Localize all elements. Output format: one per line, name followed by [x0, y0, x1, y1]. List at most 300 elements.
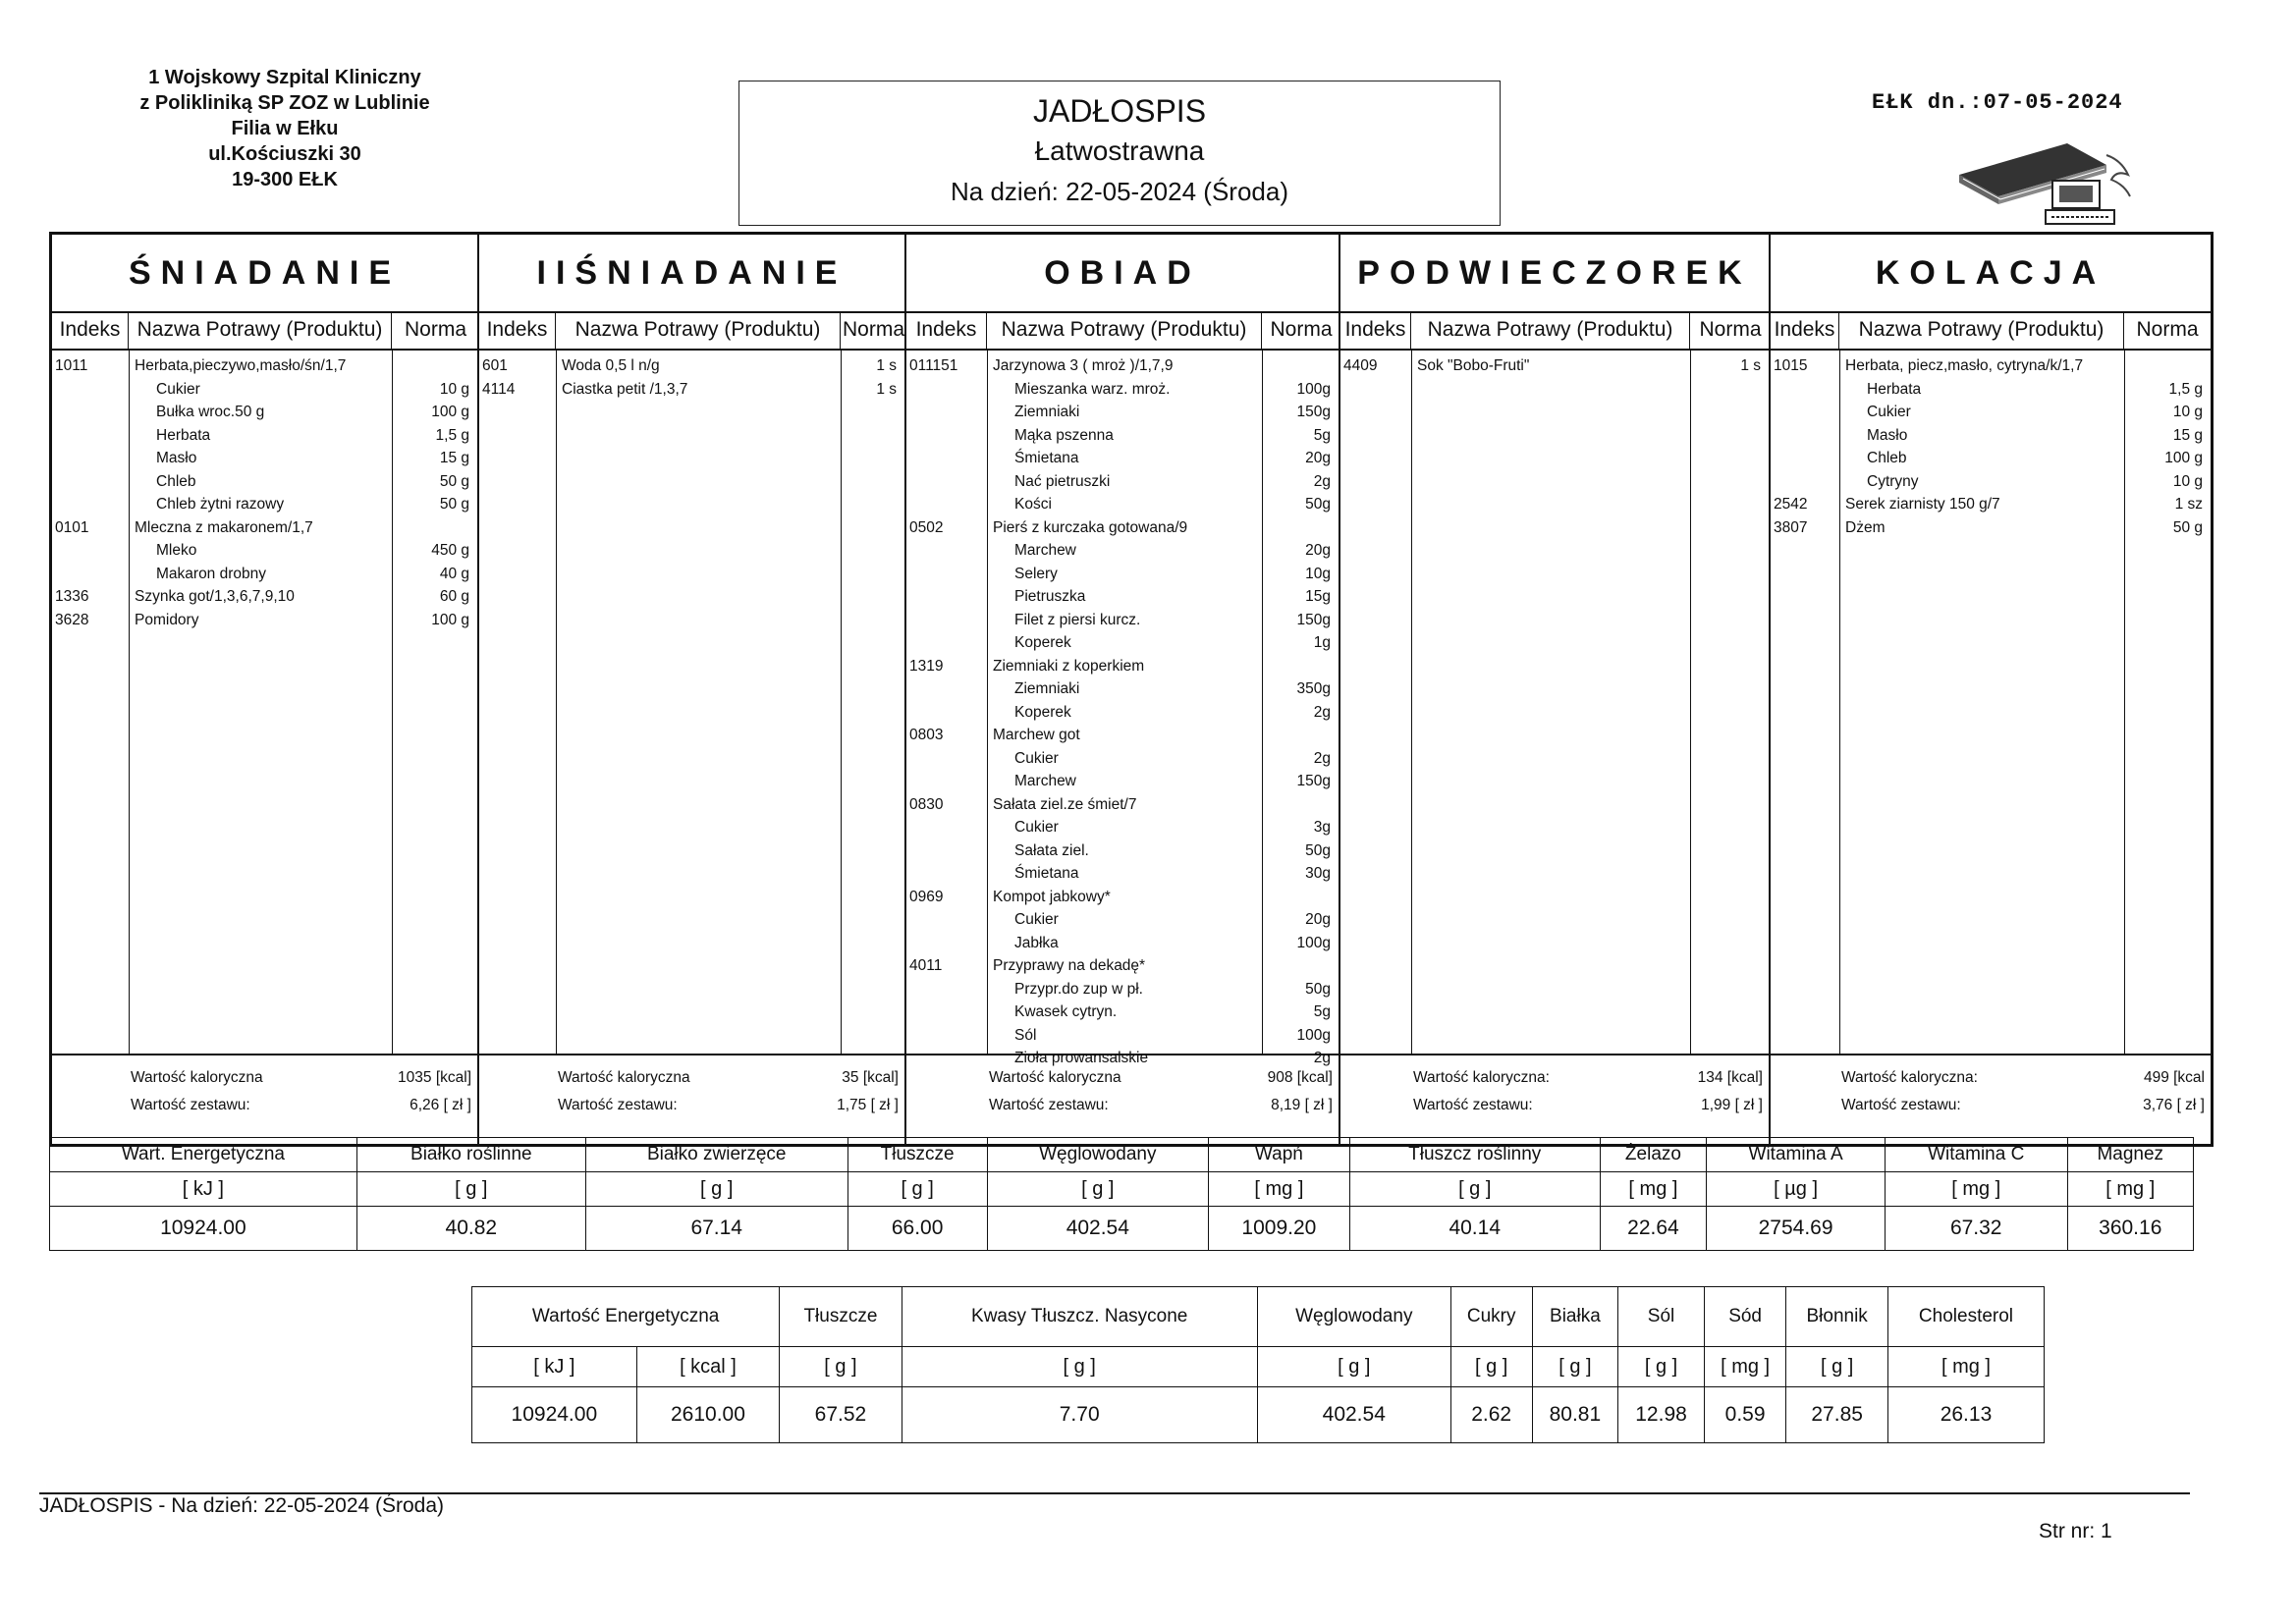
menu-row	[1771, 354, 2211, 377]
menu-row	[1771, 493, 2211, 515]
norm-quantity: 20g	[1305, 911, 1331, 928]
dish-name: Mleczna z makaronem/1,7	[135, 518, 313, 536]
column-divider	[1690, 349, 1691, 1055]
ingredient-name: Cukier	[1014, 749, 1059, 767]
menu-row	[906, 470, 1339, 493]
product-index: 1336	[55, 588, 89, 605]
calorie-label: Wartość kaloryczna	[131, 1069, 263, 1086]
menu-row	[906, 1024, 1339, 1047]
calorie-label: Wartość kaloryczna	[558, 1069, 690, 1086]
nutrient-name: Cukry	[1450, 1287, 1532, 1347]
product-index: 0502	[909, 518, 944, 536]
menu-row	[906, 677, 1339, 700]
product-index: 4114	[482, 380, 516, 398]
ingredient-name: Ziemniaki	[1014, 680, 1080, 697]
menu-row	[1771, 401, 2211, 423]
norm-quantity: 40 g	[439, 565, 469, 582]
norm-quantity: 5g	[1313, 1003, 1331, 1020]
menu-row	[906, 816, 1339, 839]
norm-quantity: 50 g	[439, 472, 469, 490]
norm-quantity: 2g	[1313, 472, 1331, 490]
nutrient-value: 1009.20	[1208, 1207, 1349, 1251]
column-header-row	[1340, 311, 1769, 351]
nutrient-name: Witamina C	[1885, 1138, 2067, 1172]
ingredient-name: Cukier	[1014, 819, 1059, 836]
ingredient-name: Marchew	[1014, 773, 1076, 789]
ingredient-name: Herbata	[1867, 380, 1922, 398]
meal-column	[479, 235, 906, 1144]
menu-row	[906, 354, 1339, 377]
norm-quantity: 50 g	[439, 496, 469, 513]
meal-summary	[479, 1054, 904, 1144]
ingredient-name: Masło	[156, 450, 197, 466]
calorie-value: 499 [kcal	[2143, 1069, 2205, 1086]
column-header-row	[1771, 311, 2211, 351]
menu-row	[906, 563, 1339, 585]
norm-quantity: 20g	[1305, 542, 1331, 559]
norm-quantity: 100 g	[431, 404, 469, 420]
product-index: 011151	[909, 357, 958, 374]
meal-column	[906, 235, 1340, 1144]
nutrition-unit-row	[50, 1172, 2194, 1207]
menu-row	[906, 770, 1339, 792]
nutrient-name: Białko zwierzęce	[585, 1138, 847, 1172]
norm-quantity: 5g	[1313, 426, 1331, 444]
ingredient-name: Nać pietruszki	[1014, 472, 1111, 490]
issue-date: EŁK dn.:07-05-2024	[1872, 90, 2123, 115]
norm-quantity: 50g	[1305, 841, 1331, 859]
hospital-postcode: 19-300 EŁK	[232, 169, 338, 190]
menu-row	[906, 886, 1339, 908]
product-index: 0803	[909, 727, 944, 743]
dish-name: Sałata ziel.ze śmiet/7	[993, 795, 1137, 813]
ingredient-name: Chleb żytni razowy	[156, 496, 285, 513]
nutrient-unit: [ g ]	[847, 1172, 987, 1207]
menu-row	[1340, 354, 1769, 377]
menu-row	[906, 655, 1339, 677]
nutrition-label-unit-row	[472, 1347, 2045, 1387]
dish-name: Pomidory	[135, 611, 199, 628]
nutrient-unit: [ µg ]	[1707, 1172, 1886, 1207]
norm-quantity: 100g	[1296, 934, 1331, 951]
menu-row	[906, 378, 1339, 401]
ingredient-name: Chleb	[156, 472, 196, 490]
cost-value: 1,99 [ zł ]	[1701, 1097, 1763, 1113]
nutrient-value: 66.00	[847, 1207, 987, 1251]
nutrition-label-table	[471, 1286, 2045, 1443]
meal-title: IIŚNIADANIE	[479, 235, 904, 313]
product-index: 0969	[909, 888, 944, 905]
nutrient-name: Witamina A	[1707, 1138, 1886, 1172]
menu-row	[906, 539, 1339, 562]
norm-quantity: 30g	[1305, 865, 1331, 882]
menu-row	[52, 401, 477, 423]
nutrient-name: Sód	[1704, 1287, 1785, 1347]
nutrient-value: 10924.00	[50, 1207, 357, 1251]
meal-summary	[906, 1054, 1339, 1144]
cost-label: Wartość zestawu:	[1413, 1097, 1533, 1113]
product-index: 4409	[1343, 357, 1378, 374]
product-index: 2542	[1774, 496, 1808, 513]
ingredient-name: Cytryny	[1867, 472, 1919, 490]
norm-header: Norma	[2136, 318, 2199, 341]
nutrient-name: Magnez	[2067, 1138, 2193, 1172]
ingredient-name: Chleb	[1867, 450, 1907, 466]
menu-row	[906, 701, 1339, 724]
norm-quantity: 1 s	[876, 380, 897, 398]
calorie-value: 35 [kcal]	[842, 1069, 899, 1086]
menu-row	[906, 747, 1339, 770]
nutrient-name: Wapń	[1208, 1138, 1349, 1172]
menu-row	[906, 932, 1339, 954]
meal-title: KOLACJA	[1771, 235, 2211, 313]
dish-name: Herbata,pieczywo,masło/śn/1,7	[135, 357, 347, 374]
product-index: 3807	[1774, 518, 1808, 536]
hospital-branch: Filia w Ełku	[231, 118, 339, 139]
nutrient-unit: [ mg ]	[1208, 1172, 1349, 1207]
nutrient-unit: [ kJ ]	[472, 1347, 637, 1387]
norm-quantity: 10 g	[439, 380, 469, 398]
cost-value: 8,19 [ zł ]	[1271, 1097, 1333, 1113]
nutrient-name: Tłuszcze	[780, 1287, 902, 1347]
menu-row	[906, 493, 1339, 515]
norm-quantity: 100 g	[431, 611, 469, 628]
menu-row	[1771, 378, 2211, 401]
nutrient-unit: [ g ]	[987, 1172, 1208, 1207]
cost-label: Wartość zestawu:	[131, 1097, 250, 1113]
norm-quantity: 1 sz	[2174, 496, 2203, 513]
name-header: Nazwa Potrawy (Produktu)	[129, 311, 392, 349]
norm-header: Norma	[404, 318, 466, 341]
menu-row	[906, 609, 1339, 631]
column-header-row	[906, 311, 1339, 351]
norm-quantity: 1,5 g	[2168, 380, 2203, 398]
meal-summary	[1340, 1054, 1769, 1144]
calorie-label: Wartość kaloryczna:	[1841, 1069, 1978, 1086]
norm-quantity: 100g	[1296, 1026, 1331, 1044]
dish-name: Pierś z kurczaka gotowana/9	[993, 518, 1188, 536]
menu-row	[906, 724, 1339, 746]
product-index: 4011	[909, 957, 943, 974]
nutrient-value: 10924.00	[472, 1387, 637, 1443]
meal-title: PODWIECZOREK	[1340, 235, 1769, 313]
calorie-value: 908 [kcal]	[1267, 1069, 1333, 1086]
calorie-value: 134 [kcal]	[1697, 1069, 1763, 1086]
nutrient-unit: [ mg ]	[1885, 1172, 2067, 1207]
nutrient-unit: [ mg ]	[1600, 1172, 1707, 1207]
nutrient-unit: [ g ]	[1257, 1347, 1450, 1387]
norm-quantity: 50 g	[2172, 518, 2203, 536]
ingredient-name: Selery	[1014, 565, 1058, 582]
norm-quantity: 60 g	[439, 588, 469, 605]
ingredient-name: Sól	[1014, 1026, 1037, 1044]
norm-quantity: 150g	[1296, 773, 1331, 789]
norm-quantity: 1 s	[876, 357, 897, 374]
nutrient-value: 27.85	[1786, 1387, 1888, 1443]
nutrition-header-row	[50, 1138, 2194, 1172]
norm-quantity: 10g	[1305, 565, 1331, 582]
menu-row	[906, 1001, 1339, 1023]
nutrient-unit: [ g ]	[780, 1347, 902, 1387]
norm-quantity: 15 g	[2172, 426, 2203, 444]
ingredient-name: Herbata	[156, 426, 211, 444]
norm-quantity: 2g	[1313, 703, 1331, 721]
norm-quantity: 2g	[1313, 1050, 1331, 1066]
menu-row	[906, 401, 1339, 423]
nutrient-value: 40.14	[1349, 1207, 1600, 1251]
menu-row	[52, 354, 477, 377]
menu-title-box	[738, 81, 1501, 226]
nutrient-value: 67.52	[780, 1387, 902, 1443]
menu-row	[52, 516, 477, 539]
menu-row	[906, 862, 1339, 885]
ingredient-name: Cukier	[1867, 404, 1911, 420]
menu-row	[906, 585, 1339, 608]
nutrient-unit: [ kcal ]	[636, 1347, 780, 1387]
menu-row	[906, 839, 1339, 862]
meal-summary	[52, 1054, 477, 1144]
nutrient-unit: [ g ]	[1450, 1347, 1532, 1387]
norm-header: Norma	[1699, 318, 1762, 341]
norm-quantity: 1 s	[1740, 357, 1761, 374]
column-divider	[841, 349, 842, 1055]
nutrient-name: Kwasy Tłuszcz. Nasycone	[902, 1287, 1257, 1347]
menu-row	[1771, 470, 2211, 493]
nutrient-unit: [ g ]	[1618, 1347, 1705, 1387]
nutrient-value: 402.54	[1257, 1387, 1450, 1443]
product-index: 3628	[55, 611, 89, 628]
product-index: 1319	[909, 657, 944, 675]
menu-row	[906, 793, 1339, 816]
dish-name: Ziemniaki z koperkiem	[993, 657, 1145, 675]
ingredient-name: Koperek	[1014, 634, 1071, 651]
menu-row	[906, 908, 1339, 931]
nutrient-value: 360.16	[2067, 1207, 2193, 1251]
dish-name: Serek ziarnisty 150 g/7	[1845, 496, 2000, 513]
meal-column	[1771, 235, 2211, 1144]
menu-date: Na dzień: 22-05-2024 (Środa)	[951, 177, 1288, 206]
nutrient-name: Błonnik	[1786, 1287, 1888, 1347]
norm-quantity: 15g	[1305, 588, 1331, 605]
nutrient-value: 26.13	[1887, 1387, 2044, 1443]
index-header: Indeks	[1771, 311, 1839, 349]
ingredient-name: Mąka pszenna	[1014, 426, 1114, 444]
meal-title: OBIAD	[906, 235, 1339, 313]
norm-quantity: 150g	[1296, 611, 1331, 628]
ingredient-name: Mleko	[156, 542, 197, 559]
norm-quantity: 3g	[1313, 819, 1331, 836]
nutrient-unit: [ g ]	[902, 1347, 1257, 1387]
ingredient-name: Masło	[1867, 426, 1908, 444]
norm-quantity: 1g	[1313, 634, 1331, 651]
norm-header: Norma	[1270, 318, 1333, 341]
menu-row	[1771, 447, 2211, 469]
norm-quantity: 10 g	[2172, 404, 2203, 420]
product-index: 601	[482, 357, 508, 374]
nutrient-unit: [ kJ ]	[50, 1172, 357, 1207]
nutrient-unit: [ g ]	[1786, 1347, 1888, 1387]
nutrient-unit: [ mg ]	[1887, 1347, 2044, 1387]
hospital-name-line1: 1 Wojskowy Szpital Kliniczny	[148, 67, 421, 88]
nutrient-unit: [ mg ]	[2067, 1172, 2193, 1207]
norm-quantity: 10 g	[2172, 472, 2203, 490]
nutrient-value: 2754.69	[1707, 1207, 1886, 1251]
ingredient-name: Kwasek cytryn.	[1014, 1003, 1118, 1020]
dish-name: Herbata, piecz,masło, cytryna/k/1,7	[1845, 357, 2084, 374]
nutrient-value: 0.59	[1704, 1387, 1785, 1443]
norm-quantity: 100 g	[2164, 450, 2203, 466]
ingredient-name: Kości	[1014, 496, 1052, 513]
norm-quantity: 100g	[1296, 380, 1331, 398]
calorie-value: 1035 [kcal]	[398, 1069, 471, 1086]
ingredient-name: Cukier	[156, 380, 200, 398]
norm-quantity: 1,5 g	[435, 426, 469, 444]
nutrient-name: Białko roślinne	[356, 1138, 585, 1172]
nutrient-name: Wart. Energetyczna	[50, 1138, 357, 1172]
footer-label: JADŁOSPIS - Na dzień: 22-05-2024 (Środa)	[39, 1494, 445, 1517]
menu-row	[52, 378, 477, 401]
menu-row	[906, 954, 1339, 977]
dish-name: Sok "Bobo-Fruti"	[1417, 357, 1530, 374]
menu-row	[1771, 424, 2211, 447]
nutrient-name: Węglowodany	[1257, 1287, 1450, 1347]
ingredient-name: Mieszanka warz. mroż.	[1014, 380, 1171, 398]
nutrient-value: 40.82	[356, 1207, 585, 1251]
calorie-label: Wartość kaloryczna	[989, 1069, 1121, 1086]
product-index: 0101	[55, 518, 89, 536]
ingredient-name: Marchew	[1014, 542, 1076, 559]
dish-name: Dżem	[1845, 518, 1886, 536]
menu-row	[52, 585, 477, 608]
index-header: Indeks	[52, 311, 129, 349]
energy-header: Wartość Energetyczna	[472, 1287, 780, 1347]
menu-row	[52, 539, 477, 562]
menu-row	[906, 631, 1339, 654]
dish-name: Ciastka petit /1,3,7	[562, 380, 688, 398]
nutrient-value: 22.64	[1600, 1207, 1707, 1251]
menu-row	[52, 493, 477, 515]
norm-quantity: 50g	[1305, 496, 1331, 513]
ingredient-name: Sałata ziel.	[1014, 841, 1089, 859]
cost-value: 3,76 [ zł ]	[2143, 1097, 2205, 1113]
nutrition-label-value-row	[472, 1387, 2045, 1443]
nutrient-name: Żelazo	[1600, 1138, 1707, 1172]
menu-row	[1771, 516, 2211, 539]
norm-quantity: 450 g	[431, 542, 469, 559]
menu-row	[52, 563, 477, 585]
nutrient-unit: [ mg ]	[1704, 1347, 1785, 1387]
menu-row	[52, 424, 477, 447]
ingredient-name: Makaron drobny	[156, 565, 267, 582]
meal-column	[52, 235, 479, 1144]
dish-name: Kompot jabkowy*	[993, 888, 1111, 905]
norm-quantity: 20g	[1305, 450, 1331, 466]
dish-name: Szynka got/1,3,6,7,9,10	[135, 588, 295, 605]
ingredient-name: Przypr.do zup w pł.	[1014, 980, 1143, 998]
calorie-label: Wartość kaloryczna:	[1413, 1069, 1550, 1086]
nutrient-name: Cholesterol	[1887, 1287, 2044, 1347]
dish-name: Woda 0,5 l n/g	[562, 357, 660, 374]
name-header: Nazwa Potrawy (Produktu)	[987, 311, 1262, 349]
ingredient-name: Śmietana	[1014, 450, 1079, 466]
menu-table	[49, 232, 2214, 1147]
cost-label: Wartość zestawu:	[989, 1097, 1109, 1113]
dish-name: Jarzynowa 3 ( mroż )/1,7,9	[993, 357, 1174, 374]
nutrient-value: 402.54	[987, 1207, 1208, 1251]
nutrient-unit: [ g ]	[356, 1172, 585, 1207]
norm-quantity: 350g	[1296, 680, 1331, 697]
hospital-name-line2: z Polikliniką SP ZOZ w Lublinie	[139, 92, 430, 114]
nutrient-unit: [ g ]	[1349, 1172, 1600, 1207]
menu-row	[906, 978, 1339, 1001]
hospital-street: ul.Kościuszki 30	[208, 143, 361, 165]
nutrient-value: 80.81	[1532, 1387, 1618, 1443]
nutrient-value: 67.32	[1885, 1207, 2067, 1251]
ingredient-name: Pietruszka	[1014, 588, 1086, 605]
page-number: Str nr: 1	[2039, 1520, 2112, 1542]
menu-row	[479, 354, 904, 377]
menu-row	[52, 470, 477, 493]
book-computer-icon	[1949, 135, 2136, 234]
product-index: 0830	[909, 795, 944, 813]
ingredient-name: Bułka wroc.50 g	[156, 404, 265, 420]
menu-row	[52, 447, 477, 469]
nutrient-name: Sól	[1618, 1287, 1705, 1347]
nutrition-value-row	[50, 1207, 2194, 1251]
dish-name: Przyprawy na dekadę*	[993, 957, 1146, 974]
diet-name: Łatwostrawna	[1034, 135, 1205, 166]
document-title: JADŁOSPIS	[1032, 93, 1207, 129]
ingredient-name: Ziemniaki	[1014, 404, 1080, 420]
nutrient-value: 2.62	[1450, 1387, 1532, 1443]
ingredient-name: Zioła prowansalskie	[1014, 1050, 1149, 1066]
product-index: 1015	[1774, 357, 1808, 374]
norm-quantity: 50g	[1305, 980, 1331, 998]
norm-quantity: 150g	[1296, 404, 1331, 420]
menu-row	[52, 609, 477, 631]
ingredient-name: Śmietana	[1014, 865, 1079, 882]
dish-name: Marchew got	[993, 727, 1080, 743]
cost-label: Wartość zestawu:	[558, 1097, 678, 1113]
index-header: Indeks	[1340, 311, 1411, 349]
name-header: Nazwa Potrawy (Produktu)	[556, 311, 841, 349]
norm-quantity: 2g	[1313, 749, 1331, 767]
cost-label: Wartość zestawu:	[1841, 1097, 1961, 1113]
menu-row	[906, 516, 1339, 539]
column-header-row	[52, 311, 477, 351]
nutrient-unit: [ g ]	[585, 1172, 847, 1207]
column-header-row	[479, 311, 904, 351]
name-header: Nazwa Potrawy (Produktu)	[1411, 311, 1690, 349]
nutrition-label-header-row	[472, 1287, 2045, 1347]
nutrition-summary-table	[49, 1137, 2194, 1251]
name-header: Nazwa Potrawy (Produktu)	[1839, 311, 2124, 349]
ingredient-name: Koperek	[1014, 703, 1071, 721]
ingredient-name: Jabłka	[1014, 934, 1059, 951]
nutrient-name: Tłuszcz roślinny	[1349, 1138, 1600, 1172]
index-header: Indeks	[479, 311, 556, 349]
column-divider	[556, 349, 557, 1055]
nutrient-name: Tłuszcze	[847, 1138, 987, 1172]
menu-row	[479, 378, 904, 401]
meal-title: ŚNIADANIE	[52, 235, 477, 313]
cost-value: 6,26 [ zł ]	[410, 1097, 471, 1113]
cost-value: 1,75 [ zł ]	[837, 1097, 899, 1113]
nutrient-unit: [ g ]	[1532, 1347, 1618, 1387]
menu-row	[906, 447, 1339, 469]
nutrient-value: 7.70	[902, 1387, 1257, 1443]
nutrient-value: 12.98	[1618, 1387, 1705, 1443]
